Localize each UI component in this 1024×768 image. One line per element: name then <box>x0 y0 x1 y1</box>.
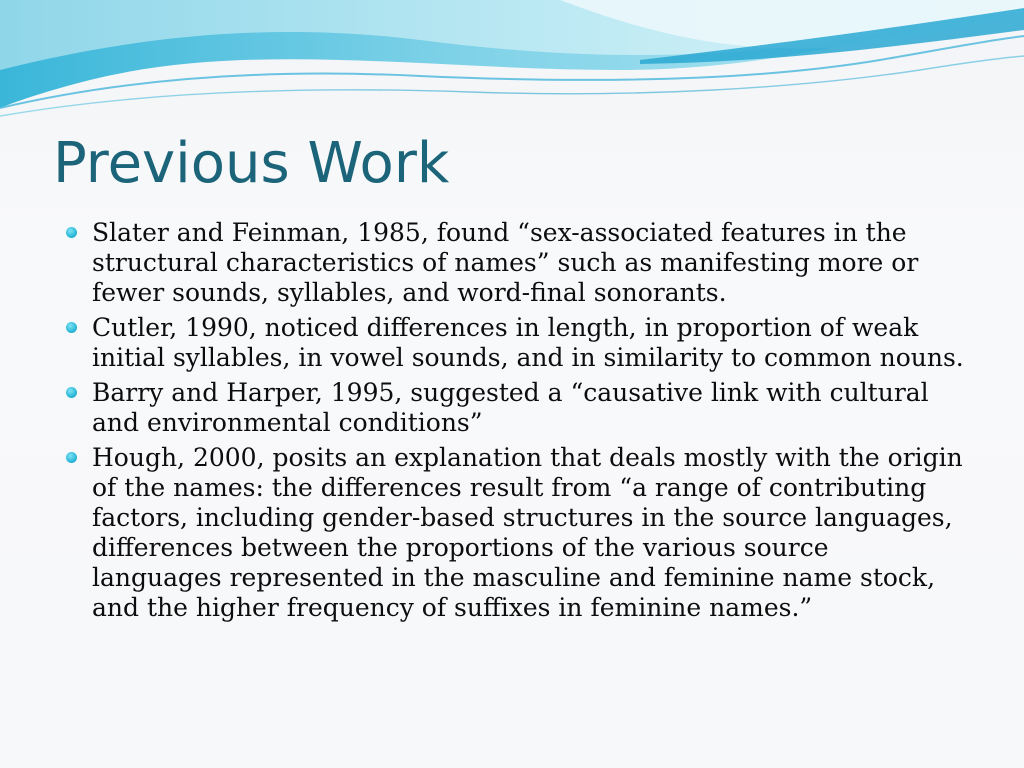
bullet-item <box>66 218 966 308</box>
bullet-dot-icon <box>66 452 77 463</box>
bullet-list <box>66 218 966 628</box>
bullet-dot-icon <box>66 227 77 238</box>
bullet-text: Hough, 2000, posits an explanation that deals mostly with the origin of the names: the differences result from “a range of contributing factors, including gender-based structures in the source languages, differences between the proportions of the various source languages represented in the masculine and feminine name stock, and the higher frequency of suffixes in feminine names.” <box>92 443 963 622</box>
slide-title: Previous Work <box>53 131 450 196</box>
bullet-item <box>66 313 966 373</box>
bullet-dot-icon <box>66 387 77 398</box>
bullet-item <box>66 443 966 623</box>
bullet-text: Cutler, 1990, noticed differences in length, in proportion of weak initial syllables, in vowel sounds, and in similarity to common nouns. <box>92 313 964 372</box>
bullet-item <box>66 378 966 438</box>
bullet-text: Barry and Harper, 1995, suggested a “causative link with cultural and environmental conditions” <box>92 378 929 437</box>
bullet-dot-icon <box>66 322 77 333</box>
header-wave-decoration <box>0 0 1024 130</box>
bullet-text: Slater and Feinman, 1985, found “sex-associated features in the structural characteristics of names” such as manifesting more or fewer sounds, syllables, and word-final sonorants. <box>92 218 919 307</box>
